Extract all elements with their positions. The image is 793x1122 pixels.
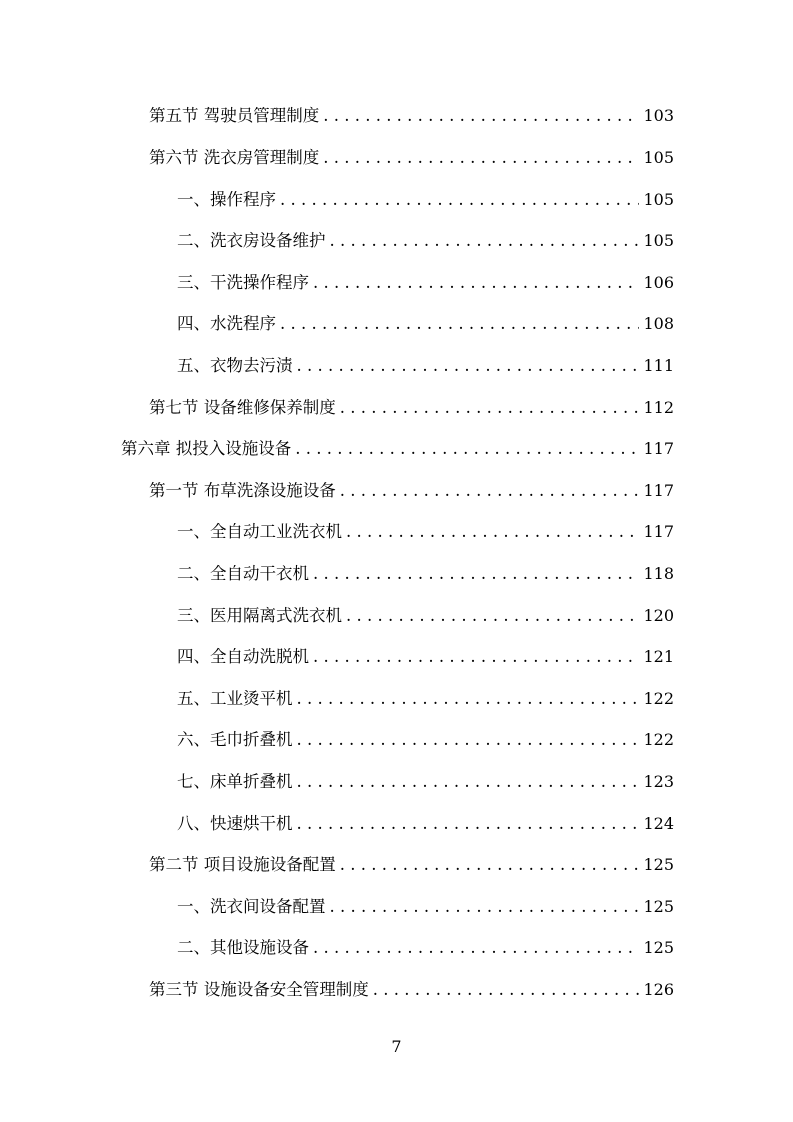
toc-dot-leader <box>340 396 640 420</box>
toc-entry-title: 八、快速烘干机 <box>177 814 293 833</box>
toc-entry-title: 三、医用隔离式洗衣机 <box>177 606 342 625</box>
toc-entry[interactable] <box>149 978 674 1002</box>
toc-entry[interactable] <box>149 853 674 877</box>
toc-dot-leader <box>373 978 640 1002</box>
toc-entry-title: 一、洗衣间设备配置 <box>177 897 326 916</box>
toc-entry-title: 第三节 设施设备安全管理制度 <box>149 980 369 999</box>
toc-entry[interactable] <box>149 479 674 503</box>
toc-dot-leader <box>313 936 639 960</box>
toc-entry-page: 108 <box>643 314 674 333</box>
toc-entry-title: 七、床单折叠机 <box>177 772 293 791</box>
toc-entry[interactable] <box>149 104 674 128</box>
toc-entry[interactable] <box>177 895 674 919</box>
toc-dot-leader <box>323 146 639 170</box>
toc-dot-leader <box>297 812 640 836</box>
toc-entry-title: 三、干洗操作程序 <box>177 273 309 292</box>
toc-entry-page: 117 <box>643 439 674 458</box>
toc-entry-page: 105 <box>643 148 674 167</box>
toc-entry-title: 第五节 驾驶员管理制度 <box>149 106 320 125</box>
toc-entry[interactable] <box>177 562 674 586</box>
toc-dot-leader <box>297 687 640 711</box>
toc-entry-page: 122 <box>643 689 674 708</box>
toc-entry[interactable] <box>177 728 674 752</box>
toc-entry[interactable] <box>121 437 674 461</box>
toc-entry[interactable] <box>177 687 674 711</box>
toc-entry[interactable] <box>177 770 674 794</box>
toc-dot-leader <box>323 104 639 128</box>
toc-entry[interactable] <box>177 812 674 836</box>
toc-entry-page: 125 <box>643 855 674 874</box>
toc-dot-leader <box>280 312 639 336</box>
toc-dot-leader <box>330 895 640 919</box>
toc-entry-page: 112 <box>643 398 674 417</box>
toc-dot-leader <box>297 770 640 794</box>
toc-entry[interactable] <box>149 146 674 170</box>
toc-entry-title: 二、洗衣房设备维护 <box>177 231 326 250</box>
toc-entry-title: 第六章 拟投入设施设备 <box>121 439 292 458</box>
toc-entry[interactable] <box>177 645 674 669</box>
toc-dot-leader <box>340 479 640 503</box>
toc-dot-leader <box>295 437 639 461</box>
toc-entry-title: 二、全自动干衣机 <box>177 564 309 583</box>
toc-entry-page: 122 <box>643 730 674 749</box>
toc-entry-title: 六、毛巾折叠机 <box>177 730 293 749</box>
toc-entry[interactable] <box>177 229 674 253</box>
toc-dot-leader <box>340 853 640 877</box>
toc-entry-title: 五、工业烫平机 <box>177 689 293 708</box>
toc-entry-page: 111 <box>643 356 674 375</box>
toc-entry[interactable] <box>177 354 674 378</box>
toc-entry-title: 四、水洗程序 <box>177 314 276 333</box>
toc-entry[interactable] <box>149 396 674 420</box>
toc-entry-page: 124 <box>643 814 674 833</box>
toc-dot-leader <box>297 728 640 752</box>
toc-dot-leader <box>346 604 639 628</box>
toc-entry-page: 120 <box>643 606 674 625</box>
toc-dot-leader <box>346 520 639 544</box>
toc-entry-page: 106 <box>643 273 674 292</box>
toc-entry[interactable] <box>177 936 674 960</box>
toc-entry-page: 117 <box>643 481 674 500</box>
toc-entry[interactable] <box>177 188 674 212</box>
toc-entry[interactable] <box>177 604 674 628</box>
toc-dot-leader <box>313 645 639 669</box>
toc-entry-page: 105 <box>643 231 674 250</box>
toc-entry-title: 一、操作程序 <box>177 190 276 209</box>
toc-entry[interactable] <box>177 520 674 544</box>
toc-entry[interactable] <box>177 271 674 295</box>
toc-entry-page: 125 <box>643 897 674 916</box>
toc-entry-title: 五、衣物去污渍 <box>177 356 293 375</box>
toc-entry-title: 第一节 布草洗涤设施设备 <box>149 481 336 500</box>
toc-entry-title: 一、全自动工业洗衣机 <box>177 522 342 541</box>
toc-entry-page: 123 <box>643 772 674 791</box>
page-number: 7 <box>391 1037 402 1056</box>
toc-dot-leader <box>280 188 639 212</box>
toc-entry-title: 四、全自动洗脱机 <box>177 647 309 666</box>
toc-entry-page: 103 <box>643 106 674 125</box>
toc-dot-leader <box>313 271 639 295</box>
toc-entry-title: 第六节 洗衣房管理制度 <box>149 148 320 167</box>
toc-entry-title: 二、其他设施设备 <box>177 938 309 957</box>
toc-dot-leader <box>313 562 639 586</box>
toc-dot-leader <box>297 354 640 378</box>
toc-dot-leader <box>330 229 640 253</box>
toc-entry-title: 第二节 项目设施设备配置 <box>149 855 336 874</box>
toc-entry-page: 121 <box>643 647 674 666</box>
toc-entry-page: 118 <box>643 564 674 583</box>
toc-entry[interactable] <box>177 312 674 336</box>
toc-entry-page: 126 <box>643 980 674 999</box>
toc-entry-page: 105 <box>643 190 674 209</box>
toc-entry-page: 125 <box>643 938 674 957</box>
toc-entry-title: 第七节 设备维修保养制度 <box>149 398 336 417</box>
toc-entry-page: 117 <box>643 522 674 541</box>
